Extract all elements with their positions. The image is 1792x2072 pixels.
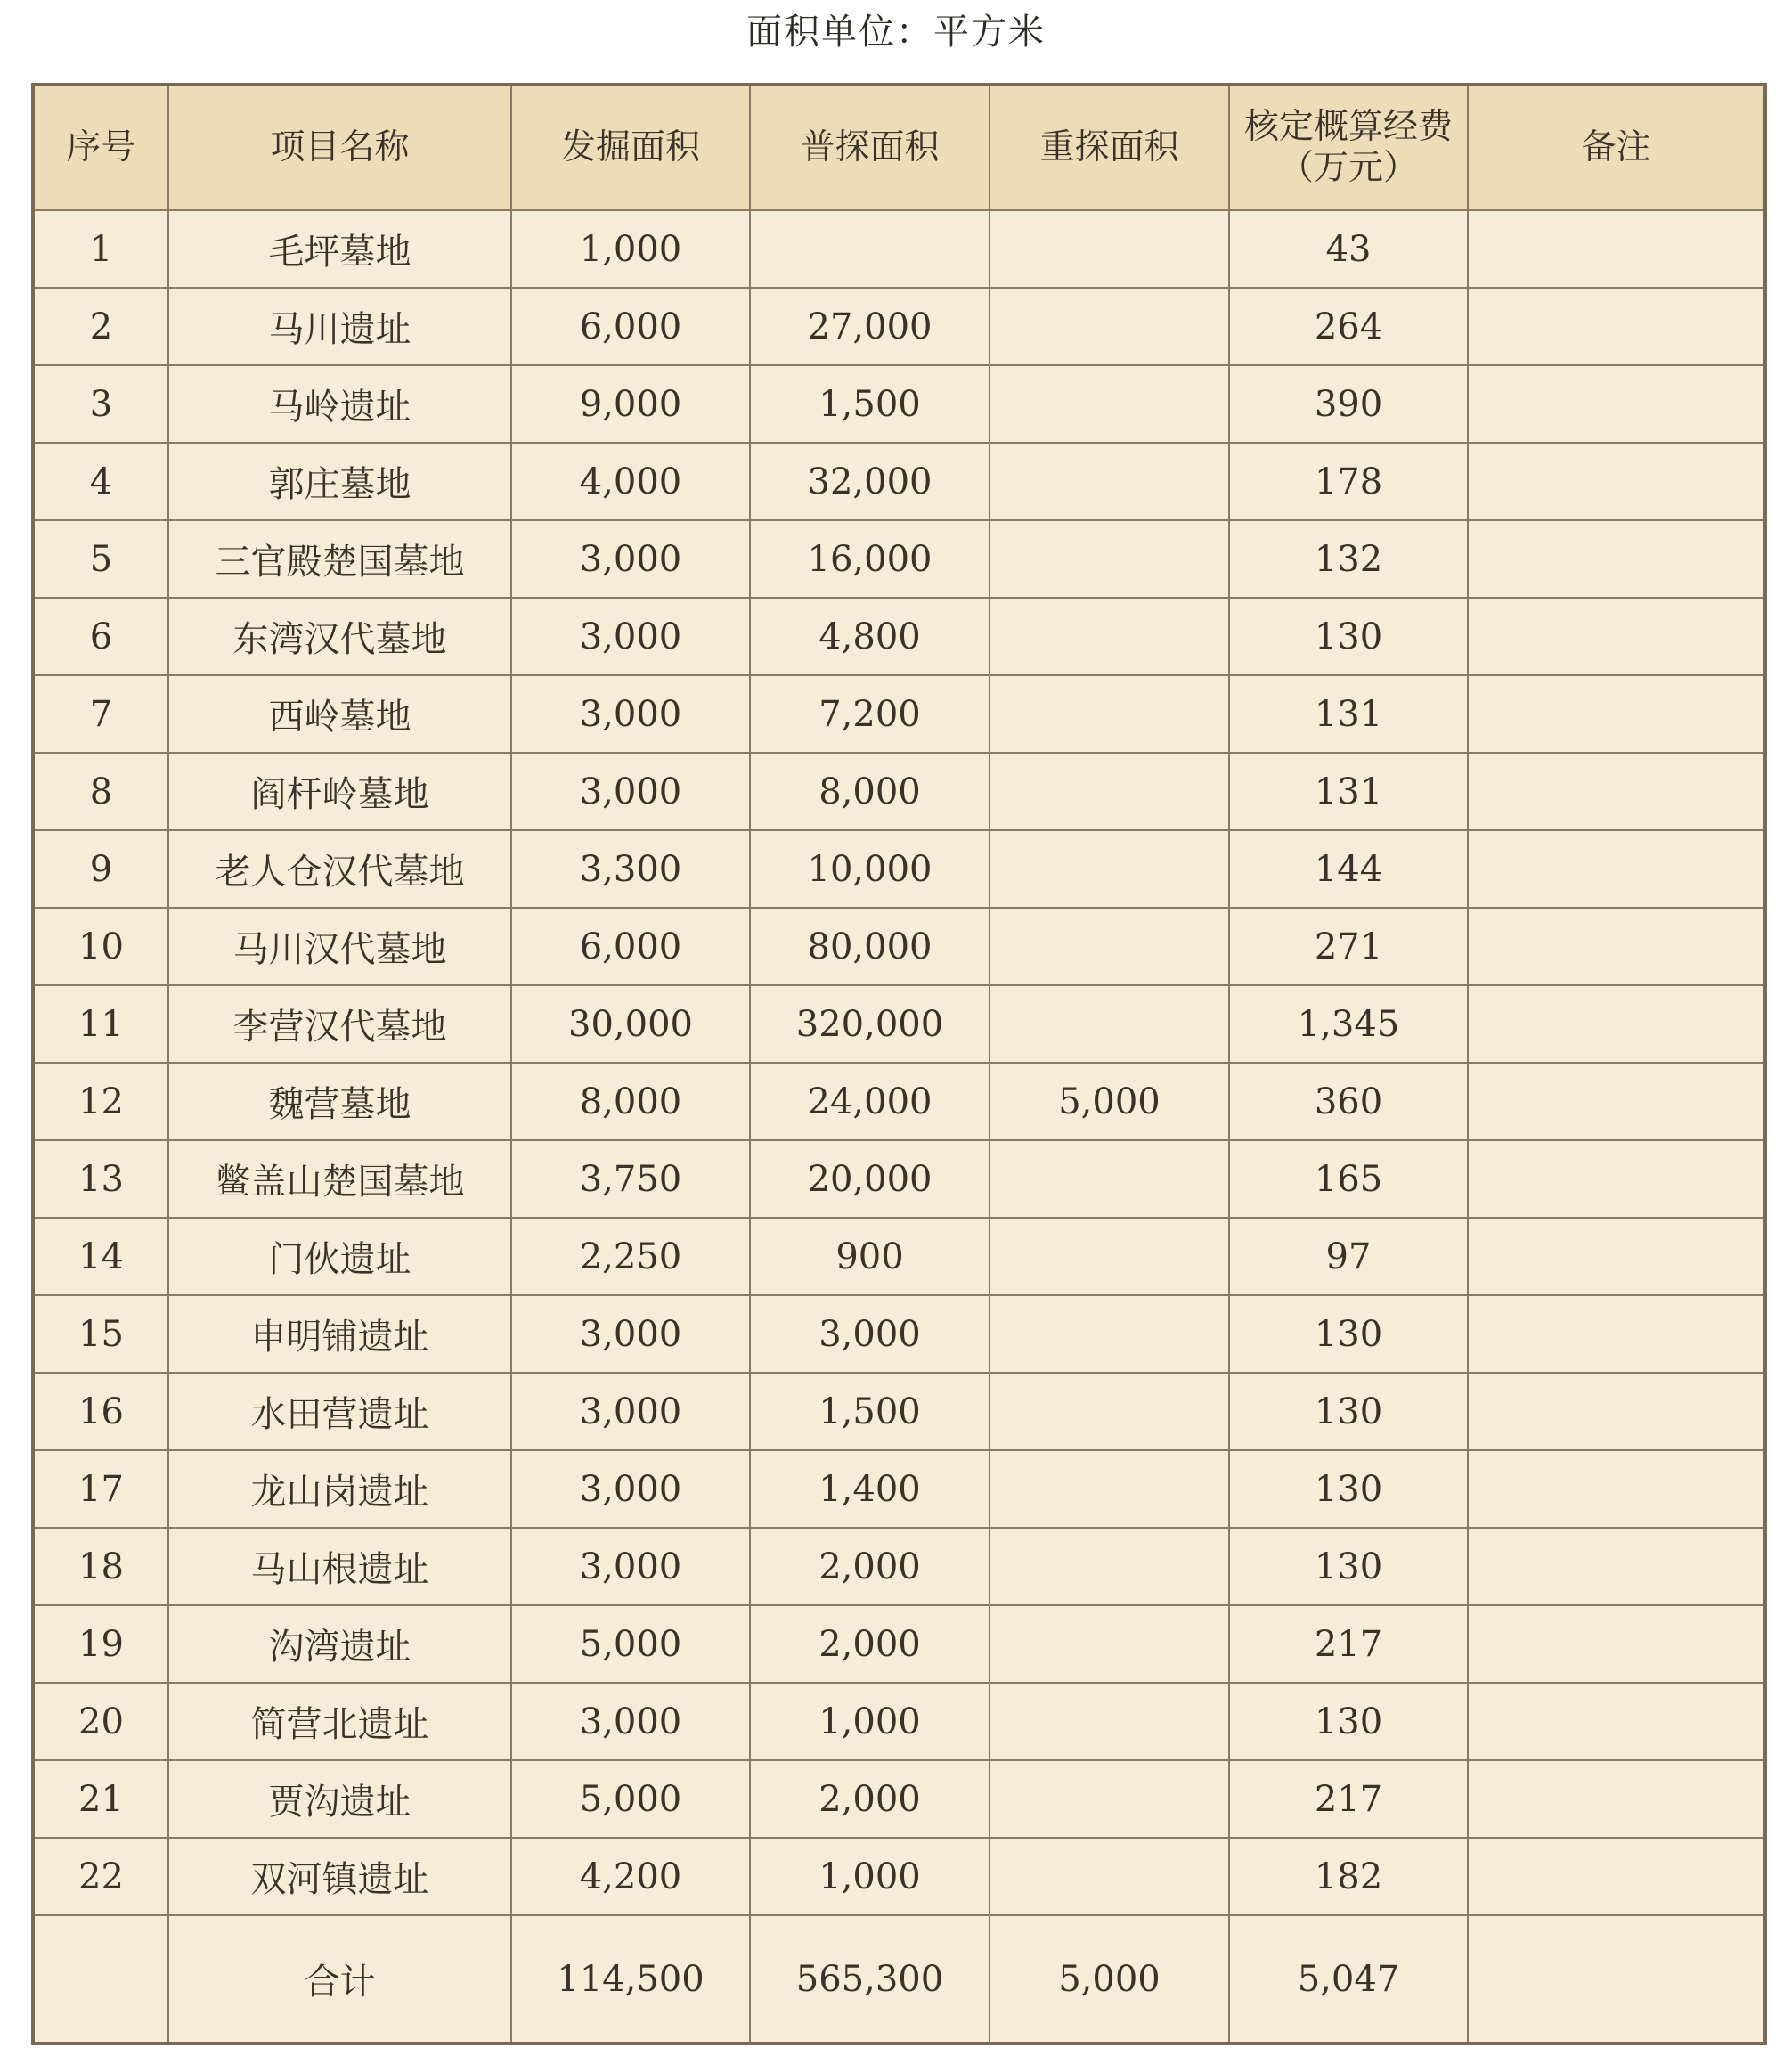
cell-budget: 178 (1229, 443, 1468, 520)
cell-excavation-area: 3,750 (511, 1140, 750, 1218)
table-row (33, 985, 1765, 1063)
cell-index: 5 (33, 520, 168, 598)
cell-resurvey-area (990, 1605, 1229, 1683)
header-survey-area: 普探面积 (750, 85, 990, 210)
cell-survey-area: 27,000 (750, 288, 990, 365)
cell-index: 19 (33, 1605, 168, 1683)
cell-budget: 390 (1229, 365, 1468, 443)
cell-resurvey-area: 5,000 (990, 1063, 1229, 1140)
table-row (33, 1373, 1765, 1450)
cell-budget: 264 (1229, 288, 1468, 365)
cell-index: 1 (33, 210, 168, 288)
cell-project-name: 郭庄墓地 (168, 443, 511, 520)
cell-survey-area: 16,000 (750, 520, 990, 598)
cell-excavation-area: 5,000 (511, 1605, 750, 1683)
cell-resurvey-area (990, 675, 1229, 753)
table-row (33, 1683, 1765, 1760)
cell-budget: 130 (1229, 1373, 1468, 1450)
cell-remarks (1468, 1063, 1765, 1140)
cell-excavation-area: 3,000 (511, 1450, 750, 1528)
table-row (33, 1838, 1765, 1915)
cell-project-name: 老人仓汉代墓地 (168, 830, 511, 908)
table-row (33, 1063, 1765, 1140)
cell-remarks (1468, 598, 1765, 675)
cell-index: 20 (33, 1683, 168, 1760)
cell-excavation-area: 6,000 (511, 288, 750, 365)
cell-resurvey-area (990, 753, 1229, 830)
cell-resurvey-area (990, 210, 1229, 288)
table-row (33, 1528, 1765, 1605)
cell-index: 18 (33, 1528, 168, 1605)
cell-remarks (1468, 1373, 1765, 1450)
cell-index: 7 (33, 675, 168, 753)
cell-survey-area: 2,000 (750, 1605, 990, 1683)
cell-survey-area: 565,300 (750, 1915, 990, 2043)
cell-survey-area: 80,000 (750, 908, 990, 985)
cell-project-name: 毛坪墓地 (168, 210, 511, 288)
cell-project-name: 简营北遗址 (168, 1683, 511, 1760)
cell-resurvey-area (990, 985, 1229, 1063)
cell-index: 12 (33, 1063, 168, 1140)
cell-excavation-area: 9,000 (511, 365, 750, 443)
cell-excavation-area: 3,000 (511, 1373, 750, 1450)
cell-budget: 217 (1229, 1605, 1468, 1683)
table-row (33, 753, 1765, 830)
cell-excavation-area: 5,000 (511, 1760, 750, 1838)
cell-budget: 130 (1229, 1683, 1468, 1760)
cell-index: 22 (33, 1838, 168, 1915)
cell-budget: 217 (1229, 1760, 1468, 1838)
cell-survey-area: 1,000 (750, 1683, 990, 1760)
cell-excavation-area: 3,000 (511, 675, 750, 753)
header-remarks: 备注 (1468, 85, 1765, 210)
header-budget (1229, 85, 1468, 210)
cell-index: 3 (33, 365, 168, 443)
cell-index: 6 (33, 598, 168, 675)
table-row (33, 288, 1765, 365)
cell-index: 13 (33, 1140, 168, 1218)
cell-remarks (1468, 1528, 1765, 1605)
table-row (33, 365, 1765, 443)
cell-resurvey-area (990, 1760, 1229, 1838)
cell-resurvey-area: 5,000 (990, 1915, 1229, 2043)
cell-remarks (1468, 985, 1765, 1063)
table-header-row (33, 85, 1765, 210)
cell-remarks (1468, 908, 1765, 985)
cell-index: 8 (33, 753, 168, 830)
cell-budget: 131 (1229, 675, 1468, 753)
table-row (33, 443, 1765, 520)
cell-budget: 182 (1229, 1838, 1468, 1915)
cell-remarks (1468, 210, 1765, 288)
table-row (33, 1450, 1765, 1528)
cell-project-name: 门伙遗址 (168, 1218, 511, 1295)
cell-index: 2 (33, 288, 168, 365)
cell-budget: 1,345 (1229, 985, 1468, 1063)
cell-index: 10 (33, 908, 168, 985)
cell-excavation-area: 114,500 (511, 1915, 750, 2043)
cell-index: 17 (33, 1450, 168, 1528)
cell-excavation-area: 2,250 (511, 1218, 750, 1295)
cell-budget: 131 (1229, 753, 1468, 830)
cell-project-name: 合计 (168, 1915, 511, 2043)
cell-resurvey-area (990, 1528, 1229, 1605)
cell-remarks (1468, 1760, 1765, 1838)
cell-index: 11 (33, 985, 168, 1063)
cell-project-name: 马山根遗址 (168, 1528, 511, 1605)
cell-project-name: 阎杆岭墓地 (168, 753, 511, 830)
cell-remarks (1468, 1450, 1765, 1528)
cell-budget: 97 (1229, 1218, 1468, 1295)
header-project-name: 项目名称 (168, 85, 511, 210)
cell-survey-area: 4,800 (750, 598, 990, 675)
header-resurvey-area: 重探面积 (990, 85, 1229, 210)
cell-excavation-area: 3,000 (511, 753, 750, 830)
cell-survey-area: 3,000 (750, 1295, 990, 1373)
header-budget-line2: （万元） (1278, 148, 1418, 188)
cell-project-name: 贾沟遗址 (168, 1760, 511, 1838)
cell-project-name: 马川汉代墓地 (168, 908, 511, 985)
cell-budget: 165 (1229, 1140, 1468, 1218)
cell-index: 4 (33, 443, 168, 520)
cell-resurvey-area (990, 1218, 1229, 1295)
cell-resurvey-area (990, 1683, 1229, 1760)
table-row (33, 1605, 1765, 1683)
table-row (33, 1140, 1765, 1218)
cell-budget: 144 (1229, 830, 1468, 908)
table-row (33, 908, 1765, 985)
cell-resurvey-area (990, 1838, 1229, 1915)
cell-survey-area: 8,000 (750, 753, 990, 830)
cell-survey-area: 24,000 (750, 1063, 990, 1140)
cell-remarks (1468, 1295, 1765, 1373)
cell-project-name: 申明铺遗址 (168, 1295, 511, 1373)
cell-budget: 43 (1229, 210, 1468, 288)
cell-remarks (1468, 830, 1765, 908)
table-row (33, 675, 1765, 753)
cell-remarks (1468, 443, 1765, 520)
cell-resurvey-area (990, 520, 1229, 598)
cell-resurvey-area (990, 1140, 1229, 1218)
cell-budget: 132 (1229, 520, 1468, 598)
cell-project-name: 魏营墓地 (168, 1063, 511, 1140)
header-excavation-area: 发掘面积 (511, 85, 750, 210)
cell-remarks (1468, 1140, 1765, 1218)
cell-remarks (1468, 1605, 1765, 1683)
cell-project-name: 龙山岗遗址 (168, 1450, 511, 1528)
cell-index: 9 (33, 830, 168, 908)
cell-excavation-area: 8,000 (511, 1063, 750, 1140)
project-table (31, 83, 1767, 2045)
cell-remarks (1468, 1683, 1765, 1760)
cell-resurvey-area (990, 598, 1229, 675)
cell-excavation-area: 4,200 (511, 1838, 750, 1915)
cell-remarks (1468, 1915, 1765, 2043)
cell-remarks (1468, 288, 1765, 365)
header-budget-line1: 核定概算经费 (1243, 107, 1453, 147)
cell-project-name: 李营汉代墓地 (168, 985, 511, 1063)
cell-resurvey-area (990, 443, 1229, 520)
cell-budget: 130 (1229, 1450, 1468, 1528)
cell-excavation-area: 3,000 (511, 598, 750, 675)
cell-survey-area (750, 210, 990, 288)
cell-index: 21 (33, 1760, 168, 1838)
cell-survey-area: 1,000 (750, 1838, 990, 1915)
cell-excavation-area: 1,000 (511, 210, 750, 288)
cell-resurvey-area (990, 1295, 1229, 1373)
cell-excavation-area: 3,300 (511, 830, 750, 908)
cell-project-name: 沟湾遗址 (168, 1605, 511, 1683)
cell-excavation-area: 6,000 (511, 908, 750, 985)
cell-project-name: 马川遗址 (168, 288, 511, 365)
cell-remarks (1468, 365, 1765, 443)
cell-index: 16 (33, 1373, 168, 1450)
cell-survey-area: 2,000 (750, 1760, 990, 1838)
cell-excavation-area: 3,000 (511, 1683, 750, 1760)
cell-budget: 130 (1229, 1295, 1468, 1373)
cell-remarks (1468, 520, 1765, 598)
cell-index: 15 (33, 1295, 168, 1373)
table-row (33, 210, 1765, 288)
table-body (33, 210, 1765, 2043)
cell-index: 14 (33, 1218, 168, 1295)
cell-survey-area: 10,000 (750, 830, 990, 908)
cell-remarks (1468, 1218, 1765, 1295)
cell-survey-area: 1,400 (750, 1450, 990, 1528)
cell-resurvey-area (990, 365, 1229, 443)
table-row (33, 598, 1765, 675)
cell-resurvey-area (990, 830, 1229, 908)
cell-budget: 130 (1229, 598, 1468, 675)
cell-resurvey-area (990, 1373, 1229, 1450)
cell-remarks (1468, 1838, 1765, 1915)
cell-survey-area: 1,500 (750, 1373, 990, 1450)
table-total-row (33, 1915, 1765, 2043)
cell-budget: 5,047 (1229, 1915, 1468, 2043)
cell-resurvey-area (990, 1450, 1229, 1528)
cell-survey-area: 320,000 (750, 985, 990, 1063)
cell-project-name: 东湾汉代墓地 (168, 598, 511, 675)
cell-excavation-area: 3,000 (511, 520, 750, 598)
cell-excavation-area: 3,000 (511, 1528, 750, 1605)
cell-survey-area: 7,200 (750, 675, 990, 753)
cell-excavation-area: 4,000 (511, 443, 750, 520)
table-row (33, 1218, 1765, 1295)
cell-survey-area: 32,000 (750, 443, 990, 520)
cell-project-name: 西岭墓地 (168, 675, 511, 753)
table-row (33, 1760, 1765, 1838)
cell-budget: 271 (1229, 908, 1468, 985)
cell-remarks (1468, 675, 1765, 753)
cell-project-name: 鳖盖山楚国墓地 (168, 1140, 511, 1218)
cell-survey-area: 900 (750, 1218, 990, 1295)
table-row (33, 520, 1765, 598)
cell-project-name: 水田营遗址 (168, 1373, 511, 1450)
cell-excavation-area: 30,000 (511, 985, 750, 1063)
cell-project-name: 双河镇遗址 (168, 1838, 511, 1915)
cell-remarks (1468, 753, 1765, 830)
cell-survey-area: 1,500 (750, 365, 990, 443)
cell-budget: 130 (1229, 1528, 1468, 1605)
cell-resurvey-area (990, 288, 1229, 365)
cell-project-name: 三官殿楚国墓地 (168, 520, 511, 598)
header-index: 序号 (33, 85, 168, 210)
cell-survey-area: 2,000 (750, 1528, 990, 1605)
area-unit-caption: 面积单位：平方米 (746, 12, 1046, 53)
cell-resurvey-area (990, 908, 1229, 985)
table-row (33, 1295, 1765, 1373)
cell-survey-area: 20,000 (750, 1140, 990, 1218)
cell-project-name: 马岭遗址 (168, 365, 511, 443)
cell-excavation-area: 3,000 (511, 1295, 750, 1373)
cell-budget: 360 (1229, 1063, 1468, 1140)
project-table-wrapper (31, 83, 1767, 2045)
cell-index (33, 1915, 168, 2043)
table-row (33, 830, 1765, 908)
